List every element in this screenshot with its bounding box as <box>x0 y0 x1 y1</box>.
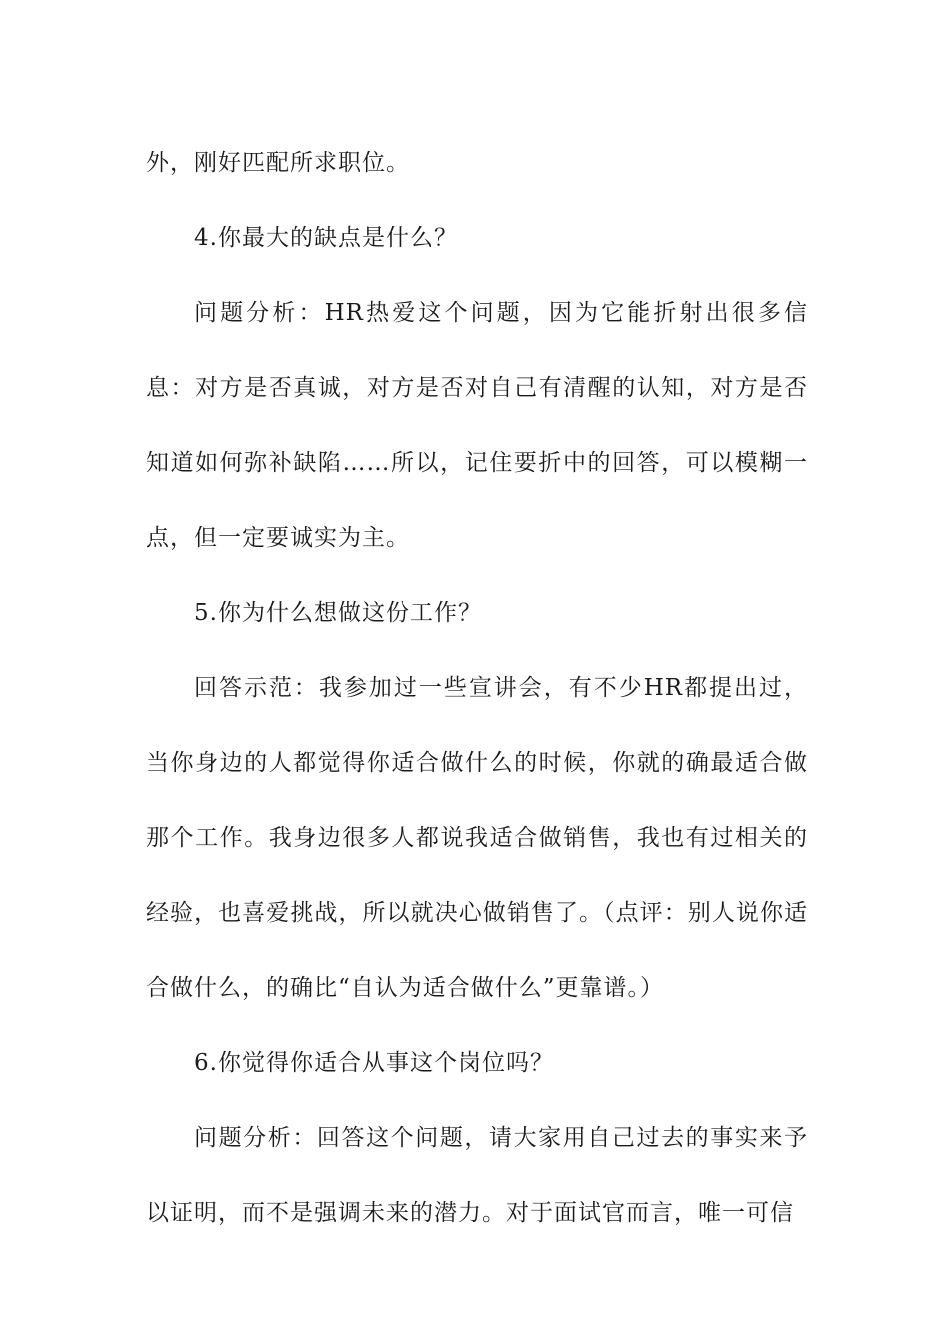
document-body <box>146 126 808 1251</box>
question-heading-4: 4.你最大的缺点是什么？ <box>194 225 458 251</box>
analysis-paragraph-6: 问题分析：回答这个问题，请大家用自己过去的事实来予以证明，而不是强调未来的潜力。对于面试官而言，唯一可信 <box>146 1125 808 1226</box>
answer-example-paragraph-5: 回答示范：我参加过一些宣讲会，有不少HR都提出过，当你身边的人都觉得你适合做什么的时候，你就的确最适合做那个工作。我身边很多人都说我适合做销售，我也有过相关的经验，也喜爱挑战，所以就决心做销售了。（点评：别人说你适合做什么，的确比“自认为适合做什么”更靠谱。） <box>146 675 808 1001</box>
paragraph-continuation: 外，刚好匹配所求职位。 <box>146 150 410 176</box>
question-heading-5: 5.你为什么想做这份工作？ <box>194 600 482 626</box>
analysis-paragraph-4: 问题分析：HR热爱这个问题，因为它能折射出很多信息：对方是否真诚，对方是否对自己有清醒的认知，对方是否知道如何弥补缺陷……所以，记住要折中的回答，可以模糊一点，但一定要诚实为主。 <box>146 300 808 551</box>
question-heading-6: 6.你觉得你适合从事这个岗位吗？ <box>194 1050 554 1076</box>
